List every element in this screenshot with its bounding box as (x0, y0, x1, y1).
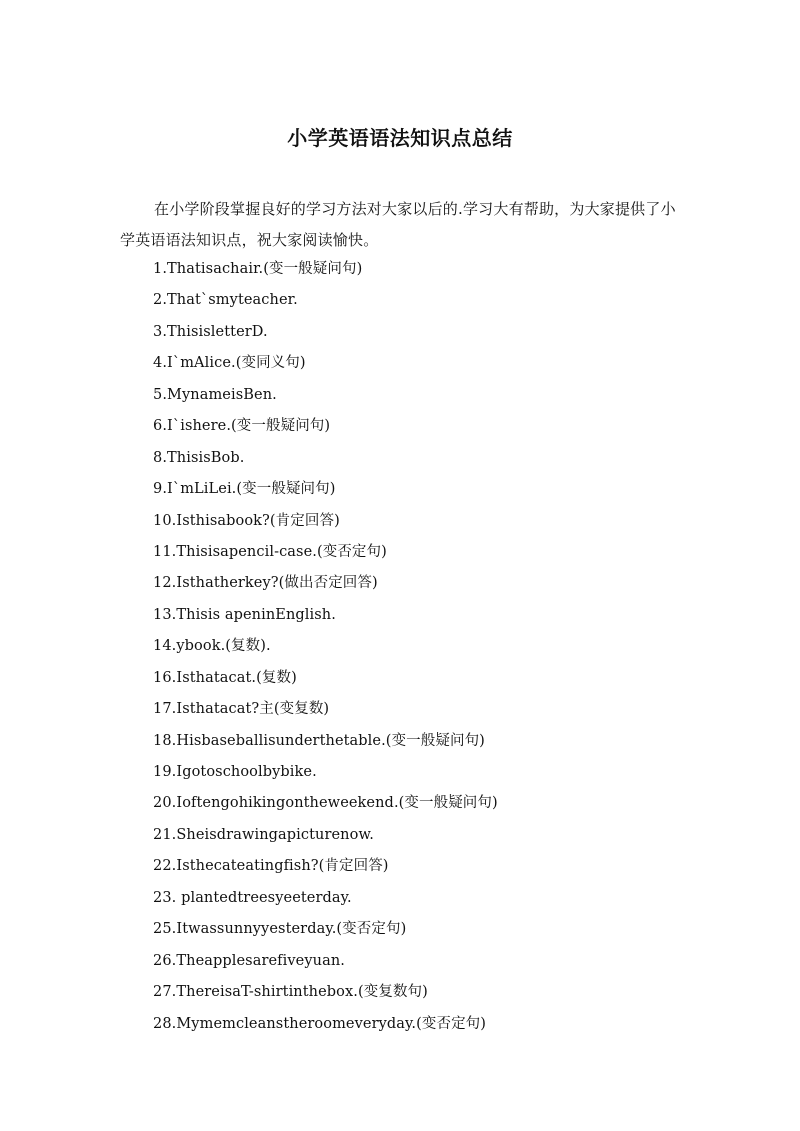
list-item: 19.Igotoschoolbybike. (153, 764, 317, 780)
list-item: 6.I`ishere.(变一般疑问句) (153, 418, 331, 435)
list-item: 8.ThisisBob. (153, 449, 245, 466)
list-item: 23. plantedtreesyeeterday. (153, 889, 352, 906)
list-item: 27.ThereisaT-shirtinthebox.(变复数句) (153, 984, 428, 1001)
list-item: 9.I`mLiLei.(变一般疑问句) (153, 481, 336, 498)
list-item: 26.Theapplesarefiveyuan. (153, 952, 345, 969)
list-item: 3.ThisisletterD. (153, 323, 268, 340)
intro-paragraph: 在小学阶段掌握良好的学习方法对大家以后的.学习大有帮助，为大家提供了小学英语语法知识点，祝大家阅读愉快。 (120, 200, 676, 249)
list-item: 28.Mymemcleanstheroomeveryday.(变否定句) (153, 1015, 487, 1032)
list-item: 16.Isthatacat.(复数) (153, 669, 297, 686)
list-item: 17.Isthatacat?主(变复数) (153, 701, 330, 718)
list-item: 4.I`mAlice.(变同义句) (153, 355, 306, 372)
list-item: 21.Sheisdrawingapicturenow. (153, 826, 374, 843)
list-item: 14.ybook.(复数). (153, 638, 271, 655)
list-item: 1.Thatisachair.(变一般疑问句) (153, 261, 363, 277)
list-item: 11.Thisisapencil-case.(变否定句) (153, 543, 387, 560)
list-item: 2.That`smyteacher. (153, 292, 298, 309)
exercise-list (153, 254, 713, 1040)
list-item: 18.Hisbaseballisunderthetable.(变一般疑问句) (153, 732, 485, 749)
list-item: 25.Itwassunnyyesterday.(变否定句) (153, 921, 407, 938)
list-item: 5.MynameisBen. (153, 386, 277, 403)
list-item: 13.Thisis apeninEnglish. (153, 606, 336, 623)
list-item: 22.Isthecateatingfish?(肯定回答) (153, 858, 389, 875)
list-item: 10.Isthisabook?(肯定回答) (153, 512, 340, 529)
list-item: 20.Ioftengohikingontheweekend.(变一般疑问句) (153, 795, 498, 812)
document-title: 小学英语语法知识点总结 (287, 126, 513, 150)
list-item: 12.Isthatherkey?(做出否定回答) (153, 575, 378, 592)
